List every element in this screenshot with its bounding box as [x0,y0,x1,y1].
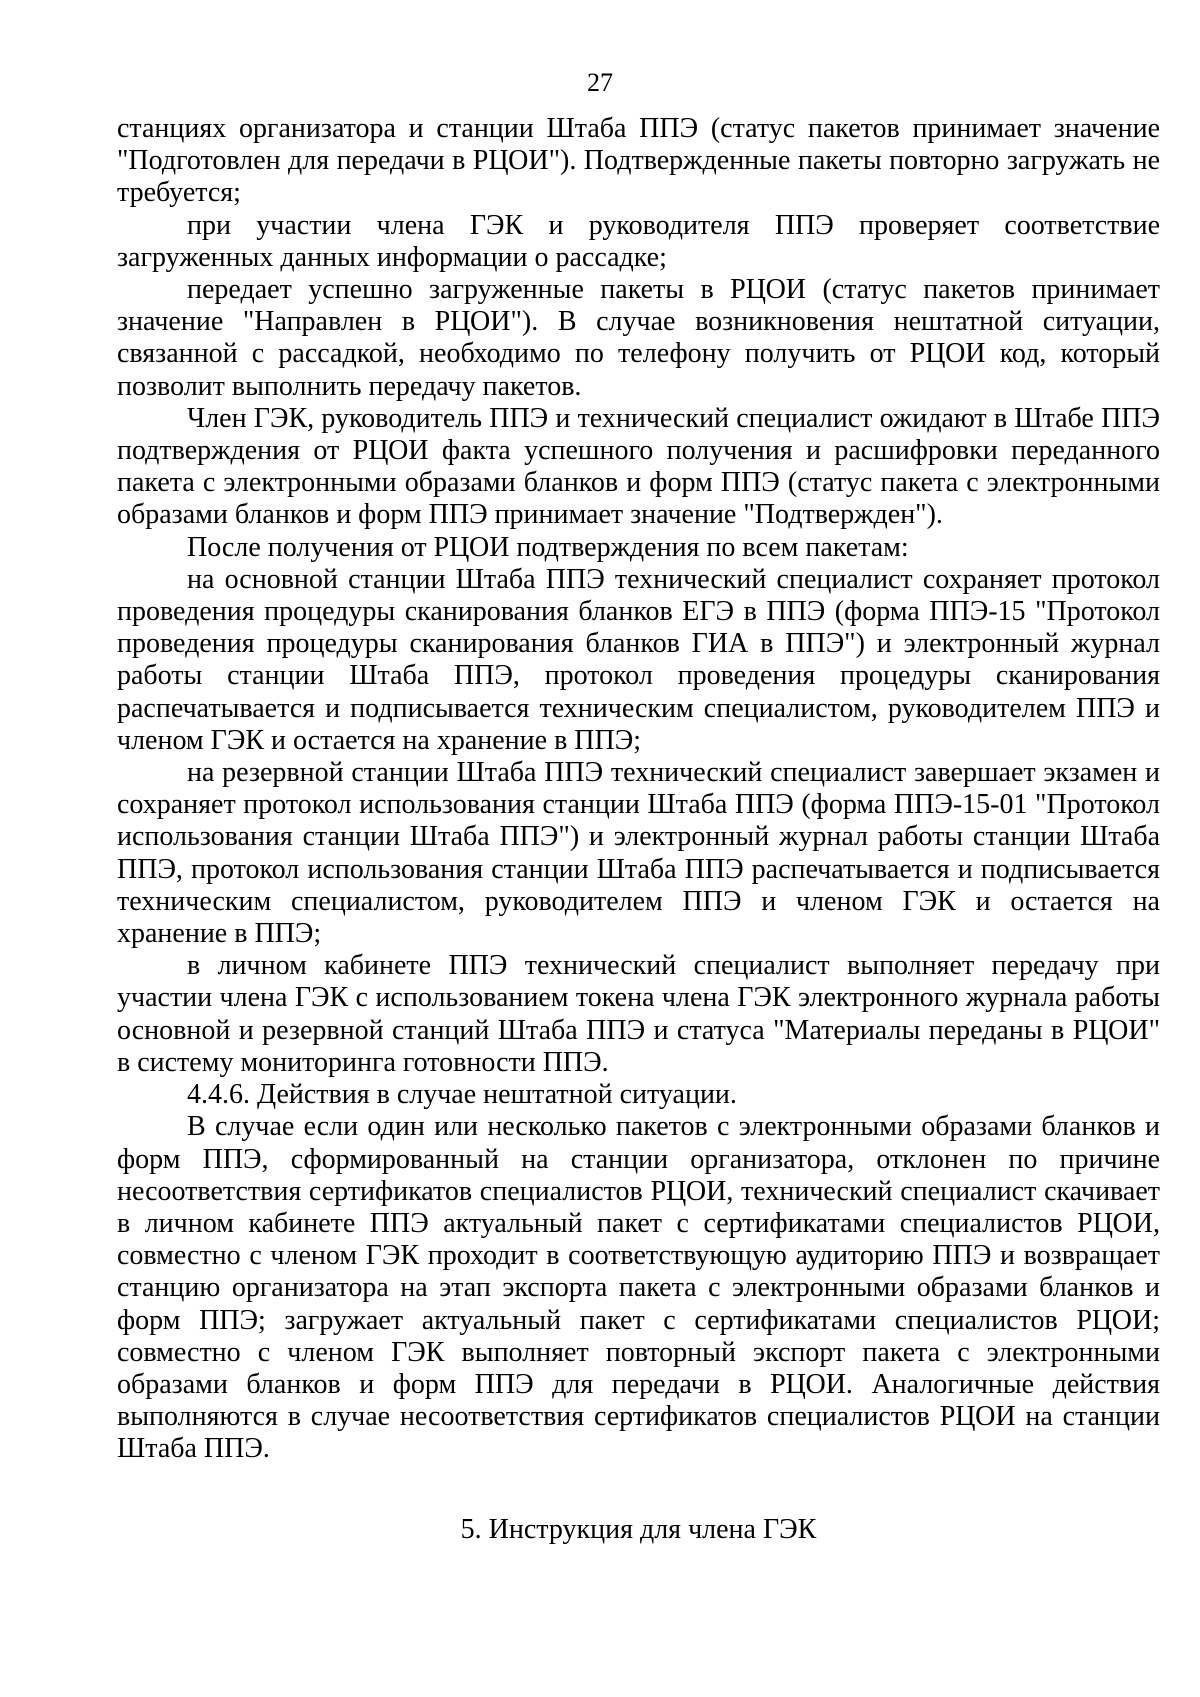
paragraph: Член ГЭК, руководитель ППЭ и технический специалист ожидают в Штабе ППЭ подтверждения от РЦОИ факта успешного получения и расшифровки переданного пакета с электронными образами бланков и форм ППЭ (статус пакета с электронными образами бланков и форм ППЭ принимает значение "Подтвержден"). [117,402,1160,531]
document-body [117,113,1160,1546]
paragraph: на основной станции Штаба ППЭ технический специалист сохраняет протокол проведения процедуры сканирования бланков ЕГЭ в ППЭ (форма ППЭ-15 "Протокол проведения процедуры сканирования бланков ГИА в ППЭ") и электронный журнал работы станции Штаба ППЭ, протокол проведения процедуры сканирования распечатывается и подписывается техническим специалистом, руководителем ППЭ и членом ГЭК и остается на хранение в ППЭ; [117,563,1160,756]
paragraph: на резервной станции Штаба ППЭ технический специалист завершает экзамен и сохраняет протокол использования станции Штаба ППЭ (форма ППЭ-15-01 "Протокол использования станции Штаба ППЭ") и электронный журнал работы станции Штаба ППЭ, протокол использования станции Штаба ППЭ распечатывается и подписывается техническим специалистом, руководителем ППЭ и членом ГЭК и остается на хранение в ППЭ; [117,757,1160,950]
paragraph: передает успешно загруженные пакеты в РЦОИ (статус пакетов принимает значение "Направлен в РЦОИ"). В случае возникновения нештатной ситуации, связанной с рассадкой, необходимо по телефону получить от РЦОИ код, который позволит выполнить передачу пакетов. [117,274,1160,402]
page-number: 27 [587,68,613,97]
paragraph: при участии члена ГЭК и руководителя ППЭ проверяет соответствие загруженных данных информации о рассадке; [117,209,1160,273]
subsection-heading: 4.4.6. Действия в случае нештатной ситуации. [187,1079,737,1111]
paragraph-continuation: станциях организатора и станции Штаба ППЭ (статус пакетов принимает значение "Подготовлен для передачи в РЦОИ"). Подтвержденные пакеты повторно загружать не требуется; [117,113,1160,209]
paragraph: В случае если один или несколько пакетов с электронными образами бланков и форм ППЭ, сформированный на станции организатора, отклонен по причине несоответствия сертификатов специалистов РЦОИ, технический специалист скачивает в личном кабинете ППЭ актуальный пакет с сертификатами специалистов РЦОИ, совместно с членом ГЭК проходит в соответствующую аудиторию ППЭ и возвращает станцию организатора на этап экспорта пакета с электронными образами бланков и форм ППЭ; загружает актуальный пакет с сертификатами специалистов РЦОИ; совместно с членом ГЭК выполняет повторный экспорт пакета с электронными образами бланков и форм ППЭ для передачи в РЦОИ. Аналогичные действия выполняются в случае несоответствия сертификатов специалистов РЦОИ на станции Штаба ППЭ. [117,1111,1160,1465]
paragraph: в личном кабинете ППЭ технический специалист выполняет передачу при участии члена ГЭК с использованием токена члена ГЭК электронного журнала работы основной и резервной станций Штаба ППЭ и статуса "Материалы переданы в РЦОИ" в систему мониторинга готовности ППЭ. [117,950,1160,1078]
paragraph: После получения от РЦОИ подтверждения по всем пакетам: [187,531,909,563]
section-title: 5. Инструкция для члена ГЭК [460,1513,817,1545]
